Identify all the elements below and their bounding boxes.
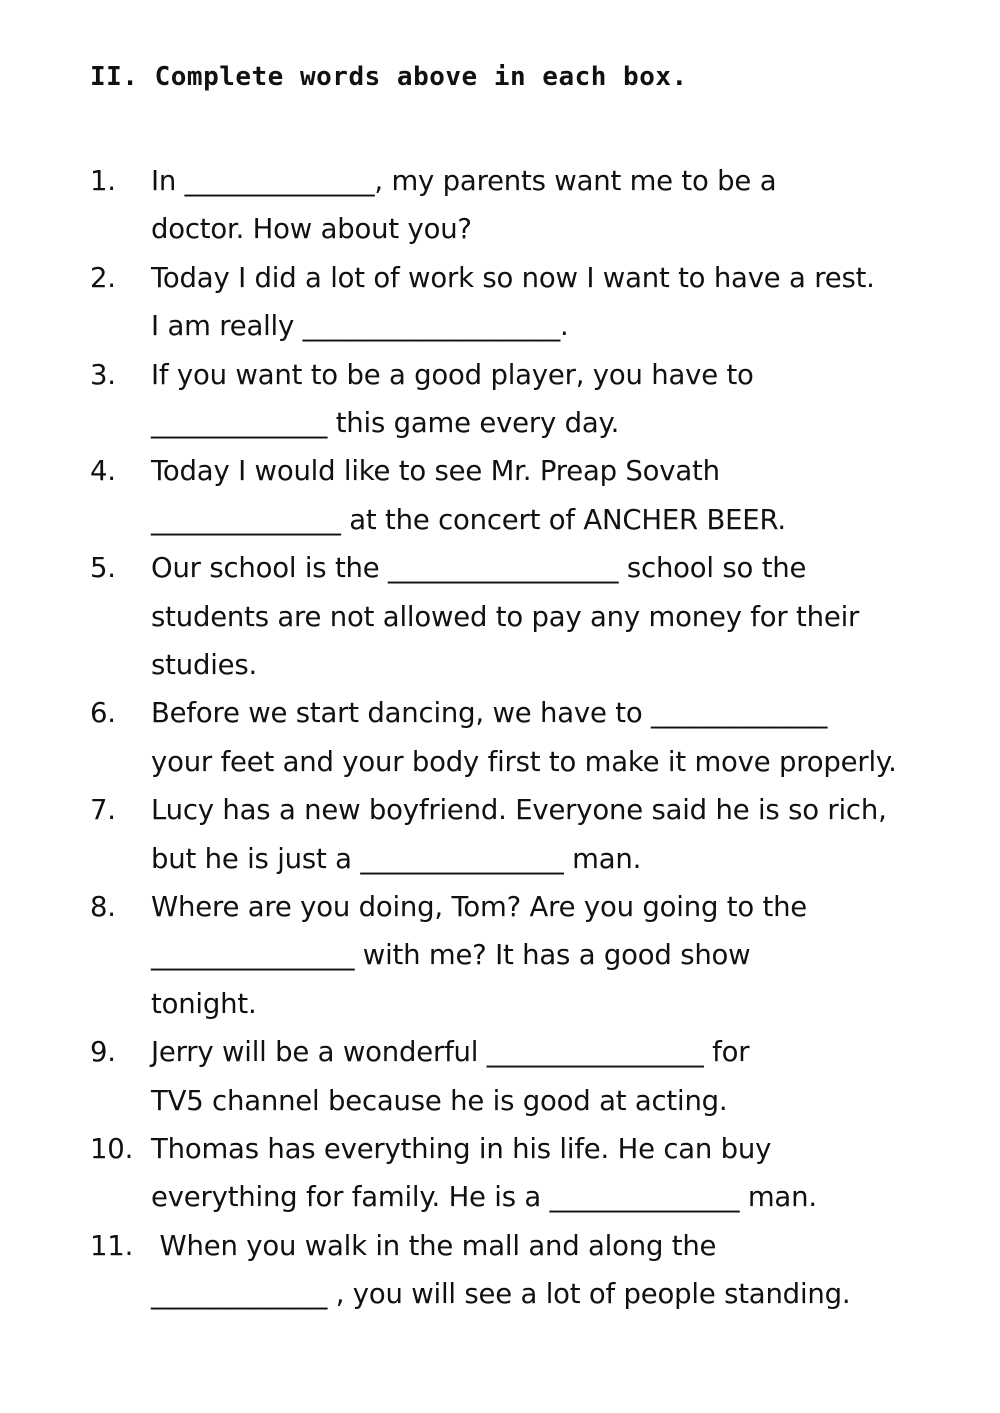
question-line: Before we start dancing, we have to _____________ xyxy=(151,697,828,730)
question-line: Where are you doing, Tom? Are you going to the xyxy=(151,891,808,923)
question-line: but he is just a _______________ man. xyxy=(151,842,642,875)
question-line: Our school is the _________________ school so the xyxy=(151,552,807,585)
question-line: Jerry will be a wonderful ________________ for xyxy=(151,1036,750,1069)
question-number: 1. xyxy=(90,165,116,197)
question-line: studies. xyxy=(151,648,258,681)
question-number: 6. xyxy=(90,697,116,730)
question-line: your feet and your body first to make it move properly. xyxy=(151,745,897,778)
question-number: 3. xyxy=(90,358,116,391)
question-number: 11. xyxy=(90,1229,134,1262)
question-line: I am really ___________________. xyxy=(151,310,569,343)
question-line: When you walk in the mall and along the xyxy=(151,1229,717,1262)
section-heading: II. Complete words above in each box. xyxy=(90,62,688,92)
question-line: everything for family. He is a ______________ man. xyxy=(151,1181,817,1214)
question-line: _____________ this game every day. xyxy=(151,406,620,439)
question-number: 4. xyxy=(90,455,116,488)
question-number: 7. xyxy=(90,794,116,827)
question-number: 2. xyxy=(90,261,116,294)
question-line: ______________ at the concert of ANCHER BEER. xyxy=(151,503,786,536)
question-line: doctor. How about you? xyxy=(151,213,472,246)
question-line: Today I would like to see Mr. Preap Sovath xyxy=(151,455,720,488)
question-line: TV5 channel because he is good at acting. xyxy=(151,1084,728,1117)
question-line: tonight. xyxy=(151,987,257,1020)
question-line: In ______________, my parents want me to be a xyxy=(151,165,777,197)
question-line: students are not allowed to pay any money for their xyxy=(151,600,860,633)
question-line: If you want to be a good player, you have to xyxy=(151,358,754,391)
question-line: Thomas has everything in his life. He can buy xyxy=(151,1133,772,1165)
question-line: Lucy has a new boyfriend. Everyone said he is so rich, xyxy=(151,794,887,827)
question-line: _____________ , you will see a lot of people standing. xyxy=(151,1278,851,1311)
question-number: 9. xyxy=(90,1036,116,1069)
question-line: _______________ with me? It has a good show xyxy=(151,939,751,972)
question-number: 10. xyxy=(90,1133,134,1165)
question-number: 8. xyxy=(90,891,116,923)
question-line: Today I did a lot of work so now I want to have a rest. xyxy=(151,261,875,294)
question-number: 5. xyxy=(90,552,116,585)
